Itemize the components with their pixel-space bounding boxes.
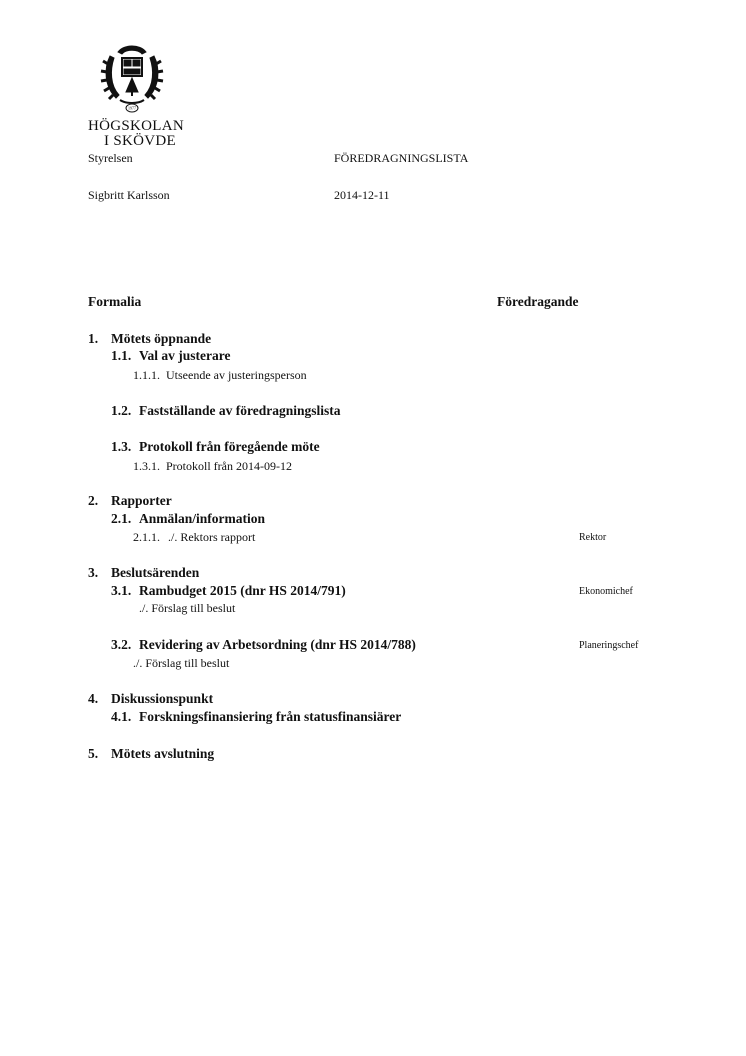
agenda-item-4-1-number: 4.1. xyxy=(111,709,132,724)
institution-name-line2: I SKÖVDE xyxy=(104,133,176,149)
agenda-item-3-1-attachment-note: ./. Förslag till beslut xyxy=(139,601,236,615)
agenda-item-3-2-title: Revidering av Arbetsordning (dnr HS 2014/788) xyxy=(139,637,416,652)
agenda-item-3-2-number: 3.2. xyxy=(111,637,132,652)
agenda-item-1-2-title: Fastställande av föredragningslista xyxy=(139,403,341,418)
agenda-item-1-1-title: Val av justerare xyxy=(139,348,231,363)
column-heading-formalia: Formalia xyxy=(88,294,142,309)
agenda-item-1-3-title: Protokoll från föregående möte xyxy=(139,439,320,454)
agenda-section-3-number: 3. xyxy=(88,565,99,580)
agenda-item-2-1-title: Anmälan/information xyxy=(139,511,266,526)
agenda-section-1-title: Mötets öppnande xyxy=(111,331,212,346)
agenda-item-2-1-number: 2.1. xyxy=(111,511,132,526)
agenda-item-1-3-1-title: Protokoll från 2014-09-12 xyxy=(166,459,292,473)
agenda-section-3-title: Beslutsärenden xyxy=(111,565,200,580)
agenda-section-1-number: 1. xyxy=(88,331,99,346)
agenda-item-1-2-number: 1.2. xyxy=(111,403,132,418)
seal-year-text: 1977 xyxy=(128,105,136,111)
document-type: FÖREDRAGNINGSLISTA xyxy=(334,151,469,165)
agenda-section-4-title: Diskussionspunkt xyxy=(111,691,214,706)
agenda-item-2-1-1-number: 2.1.1. xyxy=(133,530,160,544)
agenda-section-5-number: 5. xyxy=(88,746,99,761)
agenda-item-4-1-title: Forskningsfinansiering från statusfinansiärer xyxy=(139,709,402,724)
agenda-item-3-2-presenter: Planeringschef xyxy=(579,640,639,651)
agenda-item-2-1-1-title: ./. Rektors rapport xyxy=(168,530,256,544)
agenda-section-5-title: Mötets avslutning xyxy=(111,746,215,761)
agenda-item-3-1-number: 3.1. xyxy=(111,583,132,598)
document-date: 2014-12-11 xyxy=(334,188,390,202)
agenda-item-1-1-number: 1.1. xyxy=(111,348,132,363)
agenda-section-2-title: Rapporter xyxy=(111,493,172,508)
agenda-item-3-2-attachment-note: ./. Förslag till beslut xyxy=(133,656,230,670)
university-seal-logo xyxy=(100,42,164,116)
agenda-item-1-1-1-title: Utseende av justeringsperson xyxy=(166,368,307,382)
author-name: Sigbritt Karlsson xyxy=(88,188,170,202)
agenda-item-1-1-1-number: 1.1.1. xyxy=(133,368,160,382)
department-label: Styrelsen xyxy=(88,151,133,165)
agenda-item-3-1-presenter: Ekonomichef xyxy=(579,586,633,597)
agenda-item-1-3-number: 1.3. xyxy=(111,439,132,454)
agenda-item-3-1-title: Rambudget 2015 (dnr HS 2014/791) xyxy=(139,583,346,598)
agenda-section-2-number: 2. xyxy=(88,493,99,508)
agenda-section-4-number: 4. xyxy=(88,691,99,706)
agenda-item-2-1-1-presenter: Rektor xyxy=(579,532,607,543)
institution-name-line1: HÖGSKOLAN xyxy=(88,118,185,134)
agenda-item-1-3-1-number: 1.3.1. xyxy=(133,459,160,473)
column-heading-foredragande: Föredragande xyxy=(497,294,579,309)
